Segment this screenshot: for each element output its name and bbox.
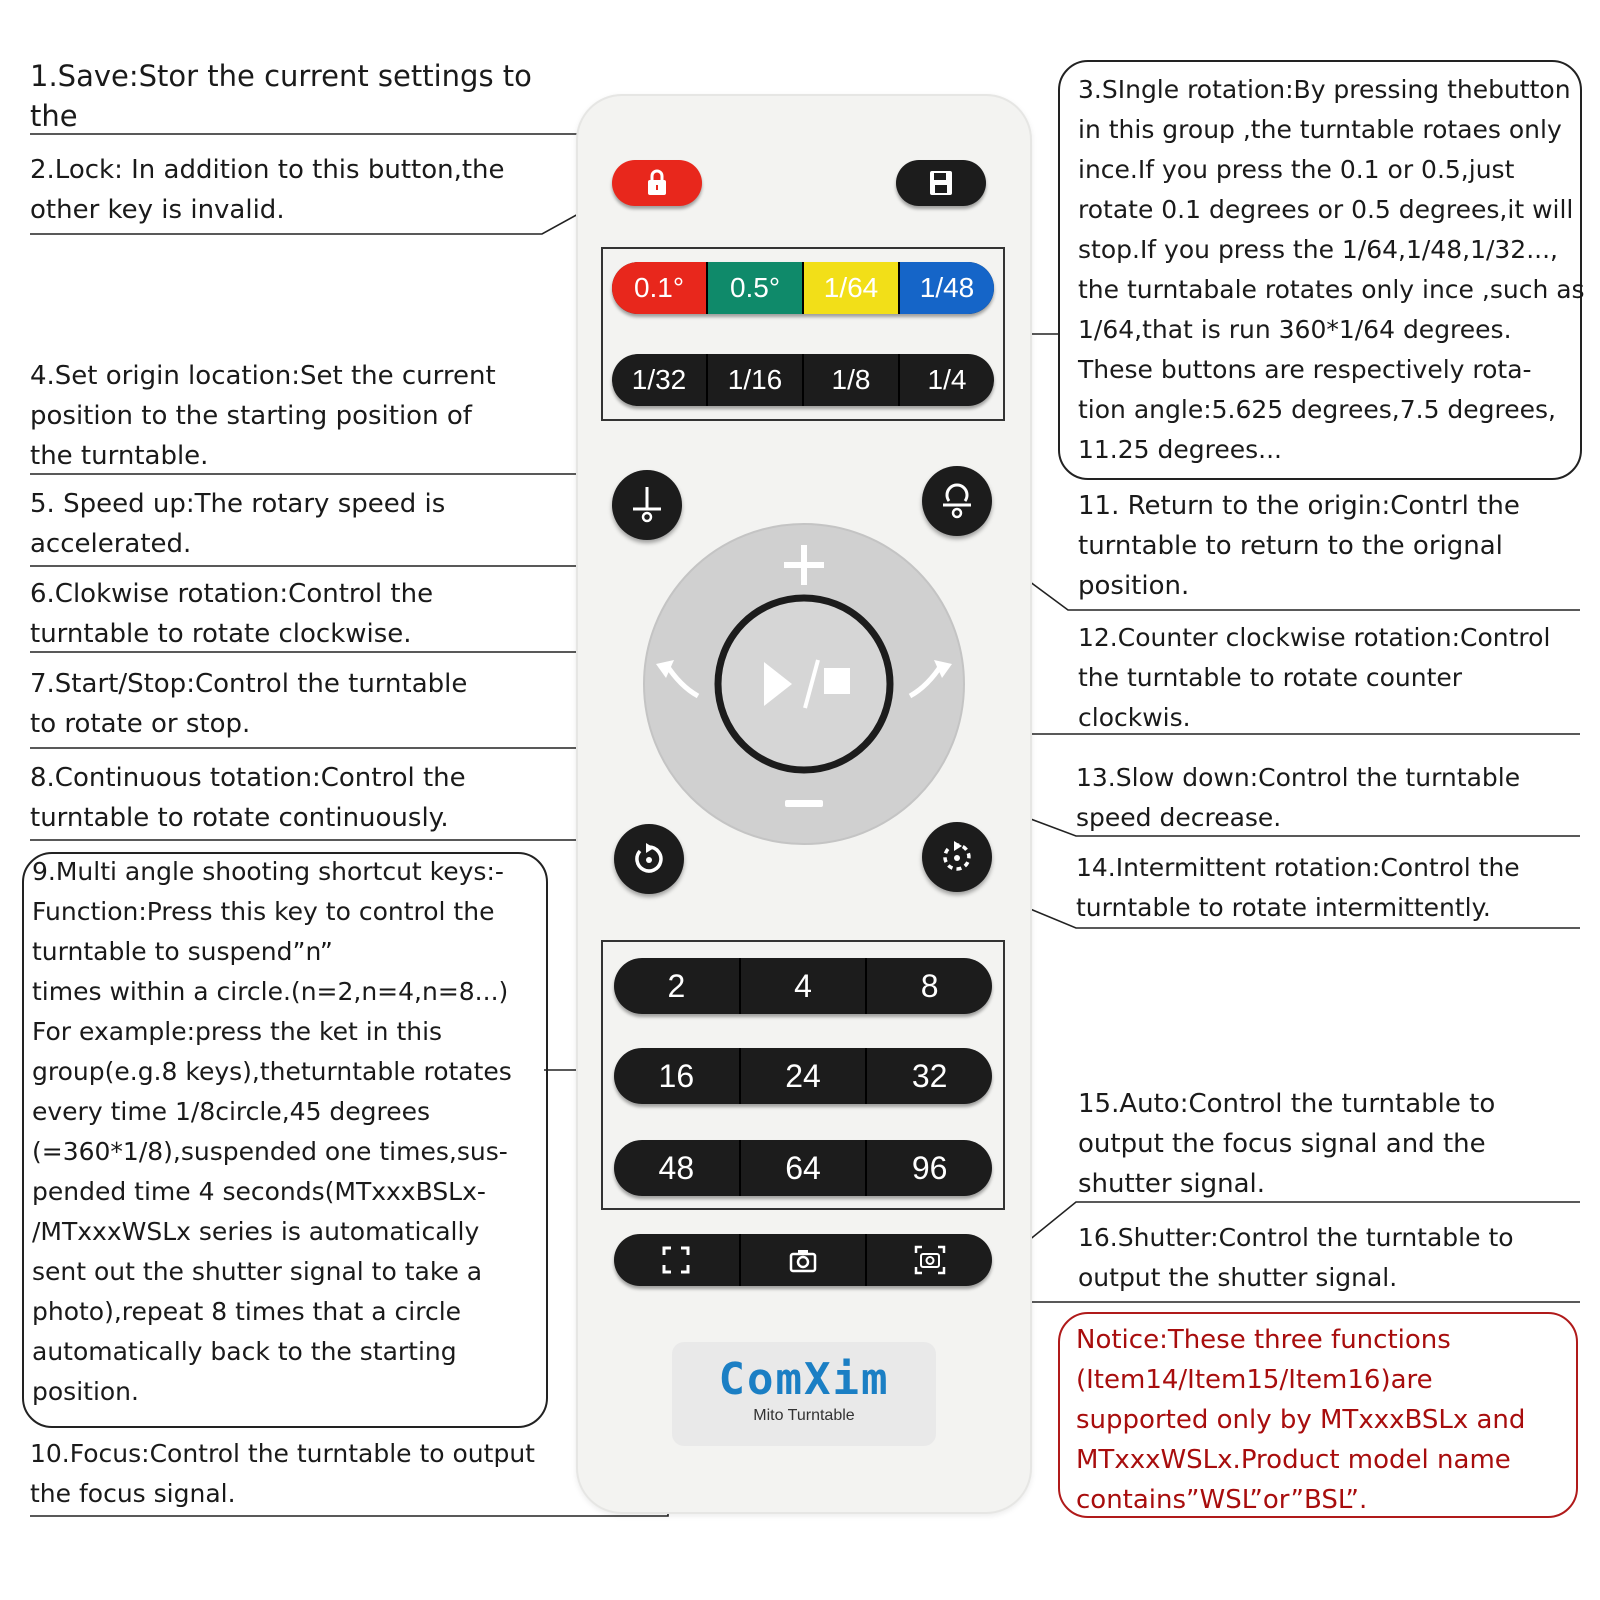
save-icon [928,169,954,197]
rotate-1-4-button[interactable]: 1/4 [898,354,994,406]
lock-button[interactable] [612,160,702,206]
multi-16-button[interactable]: 16 [658,1057,695,1094]
multi-4-button[interactable]: 4 [739,958,866,1014]
multi-angle-row-3 [614,1140,992,1196]
clockwise-annotation: 6.Clokwise rotation:Control the turntable to rotate clockwise. [30,579,434,649]
set-origin-annotation: 4.Set origin location:Set the current position to the starting position of the turntable. [30,361,496,471]
focus-icon [661,1245,691,1275]
save-button[interactable] [896,160,986,206]
continuous-annotation: 8.Continuous totation:Control the turntable to rotate continuously. [30,763,466,833]
focus-button[interactable] [614,1234,739,1286]
multi-32-button[interactable]: 32 [865,1048,992,1104]
intermittent-annotation: 14.Intermittent rotation:Control the turntable to rotate intermittently. [1076,853,1520,922]
brand-plate [672,1342,936,1446]
brand-logo: ComXim [718,1354,890,1405]
multi-64-button[interactable]: 64 [739,1140,866,1196]
return-origin-annotation: 11. Return to the origin:Contrl the turntable to return to the orignal position. [1078,491,1520,601]
multi-24-button[interactable]: 24 [739,1048,866,1104]
shutter-button[interactable] [739,1234,866,1286]
multi-48-button[interactable]: 48 [658,1149,695,1186]
intermittent-rotation-button[interactable] [922,822,992,892]
auto-button[interactable] [865,1234,992,1286]
rotate-1-16-button[interactable]: 1/16 [706,354,802,406]
brand-subtitle: Mito Turntable [753,1407,855,1424]
rotate-1-48-button[interactable]: 1/48 [898,262,994,314]
rotate-1-64-button[interactable]: 1/64 [802,262,898,314]
multi-8-button[interactable]: 8 [865,958,992,1014]
direction-dial [640,520,968,848]
rotate-1-32-button[interactable]: 1/32 [631,364,687,395]
start-stop-annotation: 7.Start/Stop:Control the turntable to rotate or stop. [30,669,468,739]
single-rotation-row-1 [612,262,994,314]
speed-up-annotation: 5. Speed up:The rotary speed is accelerated. [30,489,446,559]
set-origin-icon [630,485,664,525]
camera-control-row [614,1234,992,1286]
counter-clockwise-annotation: 12.Counter clockwise rotation:Control the turntable to rotate counter clockwis. [1078,623,1551,732]
lock-annotation: 2.Lock: In addition to this button,the other key is invalid. [30,155,505,225]
single-rotation-annotation: 3.SIngle rotation:By pressing thebutton in this group ,the turntable rotaes only ince.If you press the 0.1 or 0.5,just rotate 0.1 degrees or 0.5 degrees,it will stop.If you press the 1/64,1/48,1/32..., the turntabale rotates only ince ,such as 1/64,that is run 360*1/64 degrees. These buttons are respectively rota- tion angle:5.625 degrees,7.5 degrees, 11.25 degrees... [1078,75,1585,464]
lock-icon [644,168,670,198]
rotate-0-5-button[interactable]: 0.5° [706,262,802,314]
multi-96-button[interactable]: 96 [865,1140,992,1196]
camera-icon [788,1246,818,1274]
focus-annotation: 10.Focus:Control the turntable to output the focus signal. [30,1439,535,1508]
auto-annotation: 15.Auto:Control the turntable to output the focus signal and the shutter signal. [1078,1089,1496,1199]
start-stop-button[interactable] [718,598,890,770]
auto-camera-icon [914,1245,946,1275]
notice-box: Notice:These three functions (Item14/Item15/Item16)are supported only by MTxxxBSLx and MTxxxWSLx.Product model name contains”WSL”or”BSL”. [1058,1312,1578,1518]
slow-down-annotation: 13.Slow down:Control the turntable speed decrease. [1076,763,1521,832]
rotate-0-1-button[interactable]: 0.1° [612,262,706,314]
single-rotation-row-2 [612,354,994,406]
multi-2-button[interactable]: 2 [667,967,686,1004]
intermittent-rotation-icon [940,840,974,874]
slow-down-button[interactable] [785,800,823,807]
continuous-rotation-button[interactable] [614,824,684,894]
rotate-1-8-button[interactable]: 1/8 [802,354,898,406]
multi-angle-annotation: 9.Multi angle shooting shortcut keys:- Function:Press this key to control the turntable to suspend”n” times within a circle.(n=2,n=4,n=8...) For example:press the ket in this group(e.g.8 keys),theturntable rotates every time 1/8circle,45 degrees (=360*1/8),suspended one times,sus- pended time 4 seconds(MTxxxBSLx- /MTxxxWSLx series is automatically sent out the shutter signal to take a photo),repeat 8 times that a circle automatically back to the starting position. [32,857,512,1406]
save-annotation: 1.Save:Stor the current settings to the [30,59,532,133]
multi-angle-row-2 [614,1048,992,1104]
shutter-annotation: 16.Shutter:Control the turntable to output the shutter signal. [1078,1223,1514,1292]
continuous-rotation-icon [632,842,666,876]
return-origin-icon [940,481,974,521]
multi-angle-row-1 [614,958,992,1014]
